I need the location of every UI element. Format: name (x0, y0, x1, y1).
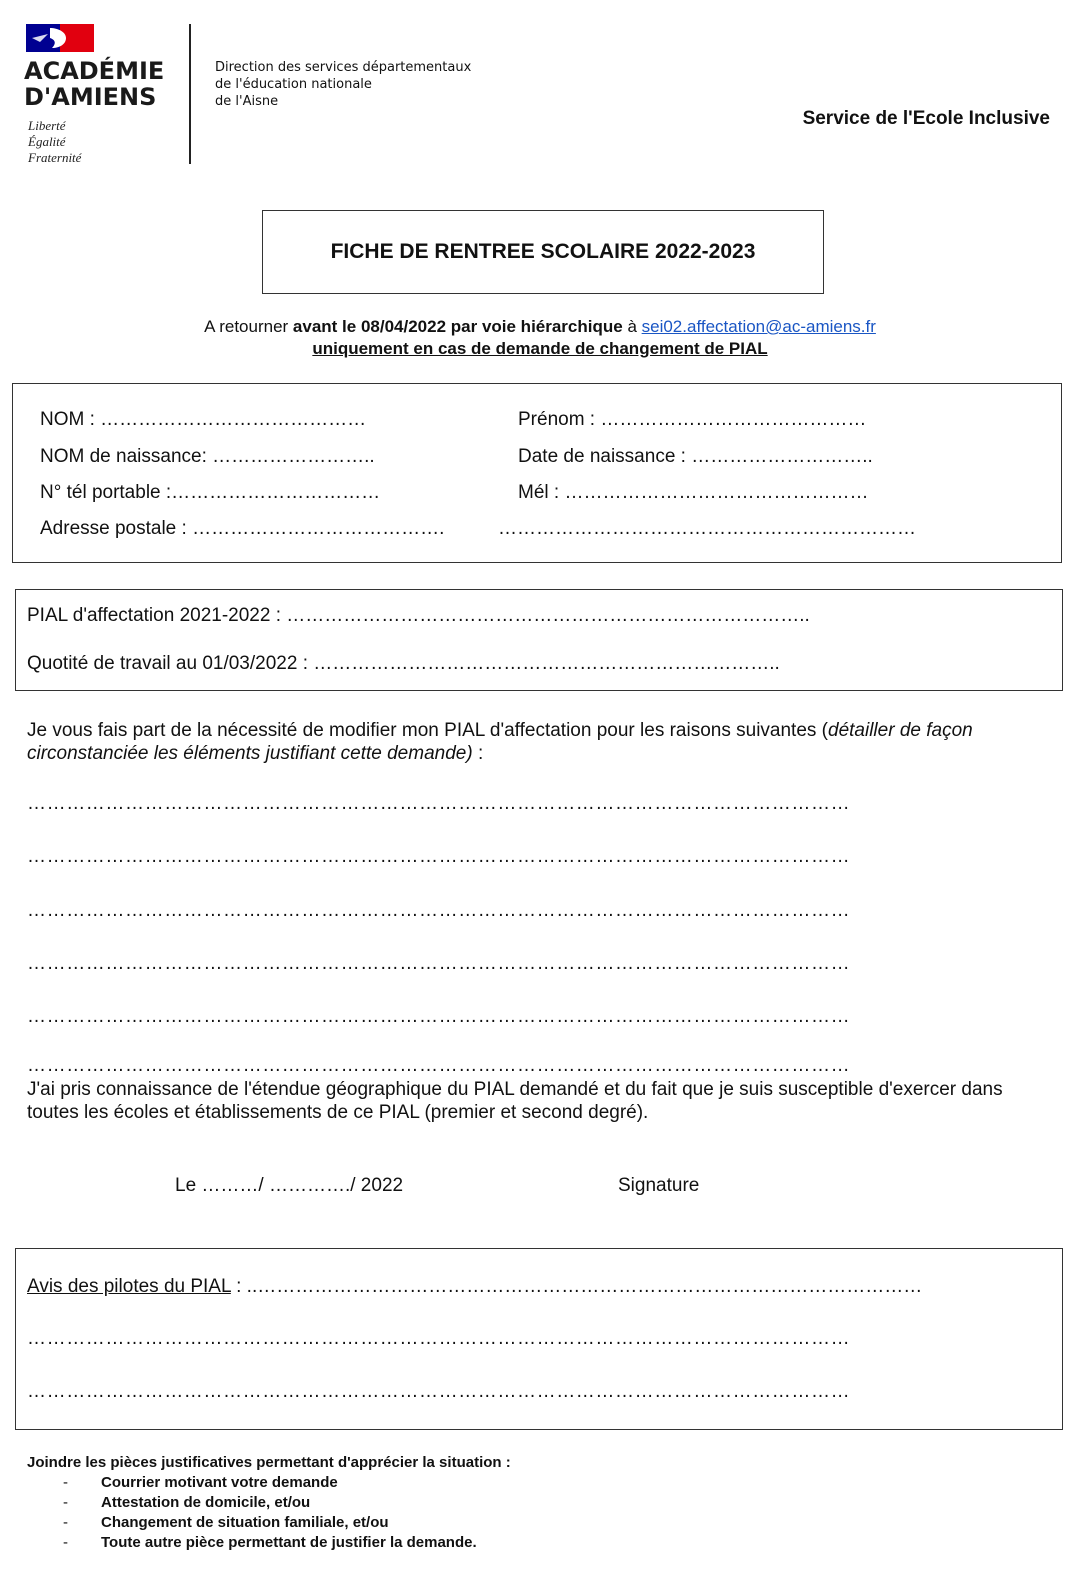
reasons-intro: Je vous fais part de la nécessité de modifier mon PIAL d'affectation pour les raisons suivantes ( (27, 720, 828, 741)
attachments (27, 1453, 511, 1553)
instructions-prefix: A retourner (204, 317, 293, 336)
marianne-flag-icon (26, 24, 94, 52)
logo-line2: D'AMIENS (24, 83, 157, 111)
reasons-text (27, 719, 1057, 765)
dash: - (63, 1494, 68, 1511)
reason-line-6[interactable]: ……………………………………………………………………………………………………………… (27, 1055, 851, 1076)
reason-line-3[interactable]: ……………………………………………………………………………………………………………… (27, 900, 851, 921)
motto-fraternite: Fraternité (28, 150, 82, 165)
attachment-item: Courrier motivant votre demande (101, 1474, 338, 1491)
mel-field[interactable]: Mél : ………………………………………… (518, 482, 869, 503)
quotite-field[interactable]: Quotité de travail au 01/03/2022 : ……………………………………………………………….. (27, 653, 780, 674)
attachment-item: Attestation de domicile, et/ou (101, 1494, 311, 1511)
direction-line1: Direction des services départementaux (215, 60, 472, 75)
acknowledgement: J'ai pris connaissance de l'étendue géographique du PIAL demandé et du fait que je suis susceptible d'exercer dans toutes les écoles et établissements de ce PIAL (premier et second degré). (27, 1079, 1003, 1123)
nom-field[interactable]: NOM : …………………………………… (40, 409, 367, 430)
dash: - (63, 1474, 68, 1491)
logo-line1: ACADÉMIE (24, 57, 165, 85)
prenom-field[interactable]: Prénom : …………………………………… (518, 409, 867, 430)
page-title: FICHE DE RENTREE SCOLAIRE 2022-2023 (330, 240, 756, 263)
reason-line-1[interactable]: ……………………………………………………………………………………………………………… (27, 793, 851, 814)
email-link[interactable]: sei02.affectation@ac-amiens.fr (641, 317, 876, 336)
reasons-end: : (472, 743, 484, 764)
avis-label: Avis des pilotes du PIAL (27, 1276, 231, 1297)
instructions-deadline: avant le 08/04/2022 par voie hiérarchique (292, 317, 623, 336)
adresse-field[interactable]: Adresse postale : …………………………………. (40, 518, 445, 539)
signature-label: Signature (618, 1175, 700, 1196)
header-divider (189, 24, 191, 164)
pial-field[interactable]: PIAL d'affectation 2021-2022 : ……………………………………………………………………….. (27, 605, 810, 626)
direction-text (215, 59, 471, 110)
instructions-mid: à (622, 317, 642, 336)
avis-line-3[interactable]: ……………………………………………………………………………………………………………… (27, 1381, 851, 1402)
list-item (27, 1513, 511, 1533)
attachment-item: Toute autre pièce permettant de justifier la demande. (101, 1534, 477, 1551)
nom-naissance-field[interactable]: NOM de naissance: …………………….. (40, 446, 375, 467)
date-naissance-field[interactable]: Date de naissance : ……………………….. (518, 446, 873, 467)
direction-line2: de l'éducation nationale (215, 77, 372, 92)
avis-row (27, 1276, 922, 1298)
avis-field[interactable]: : ..…………………………………………………………………………………………… (230, 1276, 923, 1297)
tel-field[interactable]: N° tél portable :…………………………… (40, 482, 381, 503)
reasons-italic: détailler de façon circonstanciée les éléments justifiant cette demande) (27, 720, 973, 764)
instructions (0, 316, 1080, 360)
motto-liberte: Liberté (28, 118, 66, 133)
instructions-line1 (0, 316, 1080, 338)
date-field[interactable]: Le ………/ …………./ 2022 (175, 1175, 404, 1196)
service-name: Service de l'Ecole Inclusive (802, 108, 1050, 129)
reason-line-2[interactable]: ……………………………………………………………………………………………………………… (27, 846, 851, 867)
list-item (27, 1473, 511, 1493)
motto-egalite: Égalité (28, 134, 66, 149)
instructions-line2: uniquement en cas de demande de changement de PIAL (312, 339, 768, 358)
list-item (27, 1493, 511, 1513)
title-box (262, 210, 824, 294)
attachment-item: Changement de situation familiale, et/ou (101, 1514, 389, 1531)
list-item (27, 1533, 511, 1553)
dash: - (63, 1534, 68, 1551)
motto (28, 118, 81, 166)
attachments-heading: Joindre les pièces justificatives permettant d'apprécier la situation : (27, 1454, 511, 1471)
avis-line-2[interactable]: ……………………………………………………………………………………………………………… (27, 1328, 851, 1349)
direction-line3: de l'Aisne (215, 94, 279, 109)
adresse-suite-field[interactable]: ………………………………………………………… (498, 518, 916, 539)
dash: - (63, 1514, 68, 1531)
reason-line-4[interactable]: ……………………………………………………………………………………………………………… (27, 953, 851, 974)
reason-line-5[interactable]: ……………………………………………………………………………………………………………… (27, 1006, 851, 1027)
